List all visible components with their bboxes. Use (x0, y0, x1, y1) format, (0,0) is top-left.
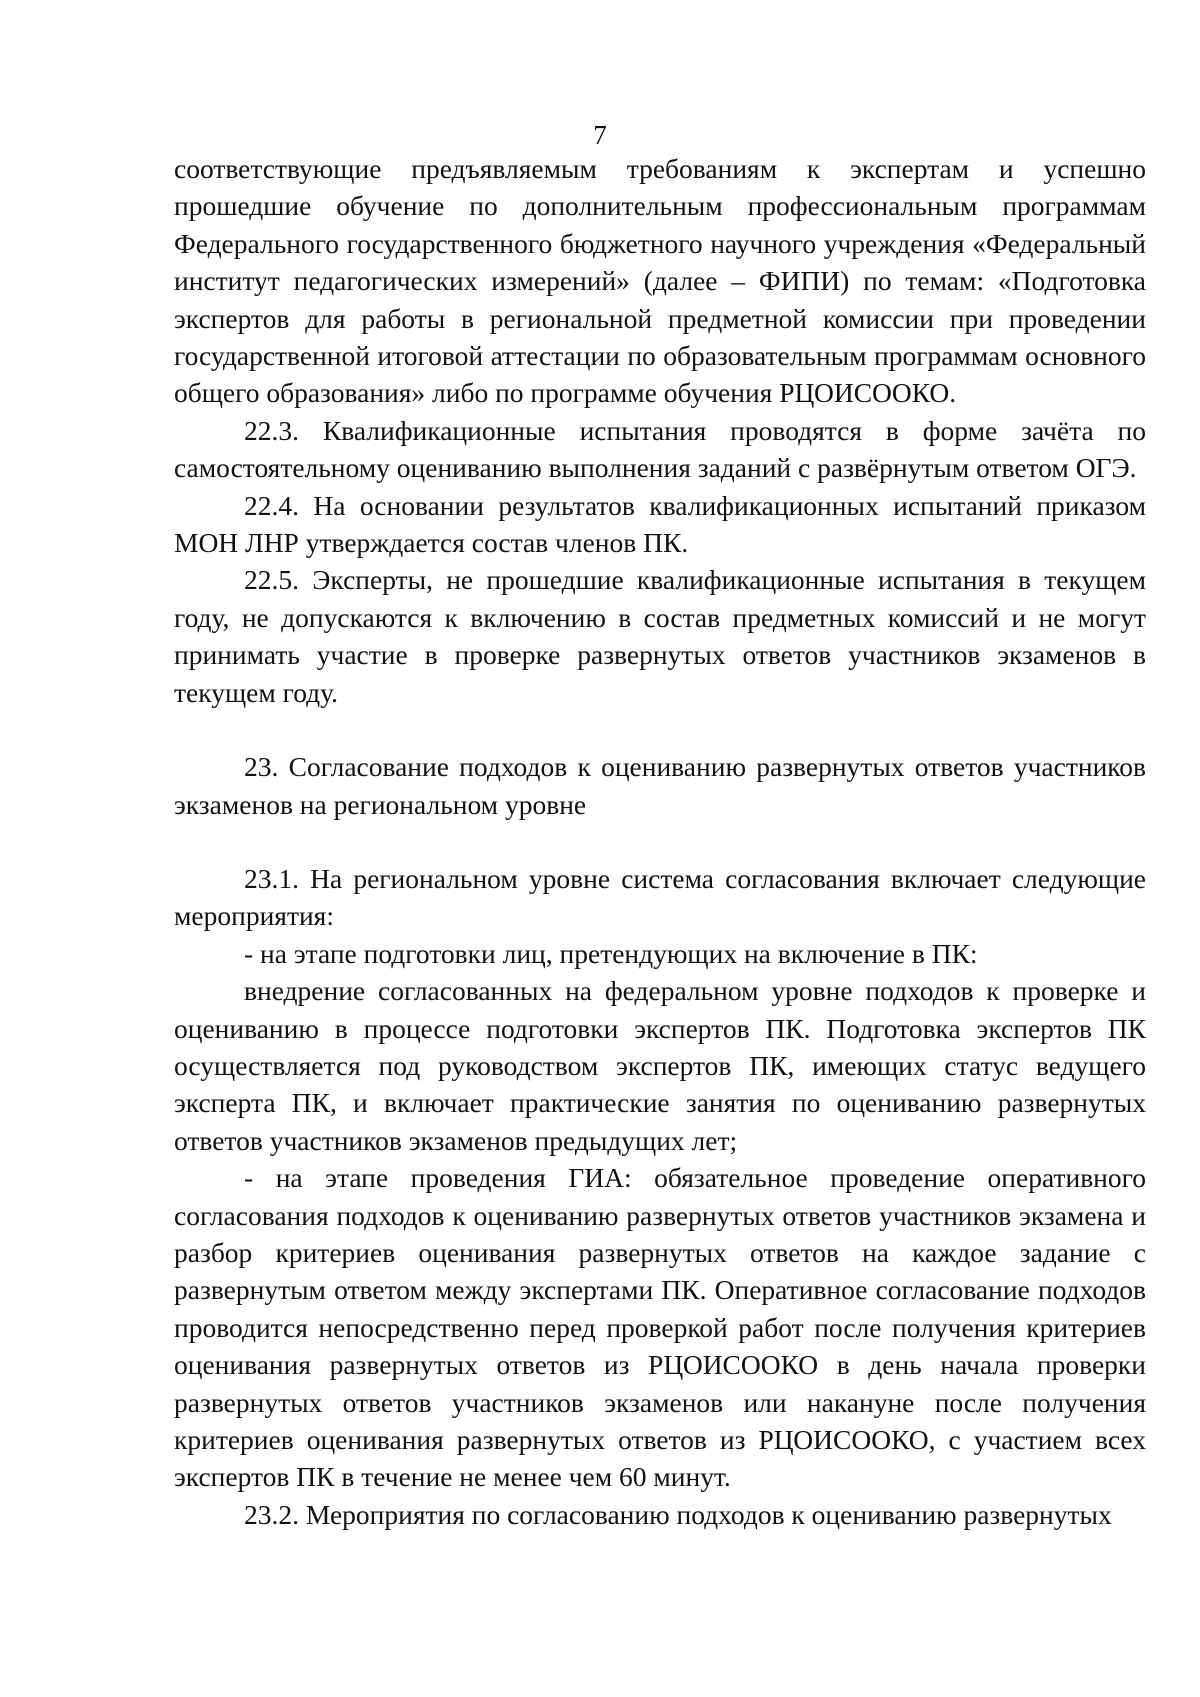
paragraph-gia-stage: - на этапе проведения ГИА: обязательное проведение оперативного согласования подходов к оцениванию развернутых ответов участников экзамена и разбор критериев оценивания развернутых ответов на каждое задание с развернутым ответом между экспертами ПК. Оперативное согласование подходов проводится непосредственно перед проверкой работ после получения критериев оценивания развернутых ответов из РЦОИСООКО в день начала проверки развернутых ответов участников экзаменов или накануне после получения критериев оценивания развернутых ответов из РЦОИСООКО, с участием всех экспертов ПК в течение не менее чем 60 минут. (174, 1162, 1146, 1493)
document-body (174, 150, 1146, 1533)
paragraph-23-2: 23.2. Мероприятия по согласованию подходов к оцениванию развернутых (244, 1498, 1112, 1530)
paragraph-implementation: внедрение согласованных на федеральном уровне подходов к проверке и оцениванию в процессе подготовки экспертов ПК. Подготовка экспертов ПК осуществляется под руководством экспертов ПК, имеющих статус ведущего эксперта ПК, и включает практические занятия по оцениванию развернутых ответов участников экзаменов предыдущих лет; (174, 975, 1146, 1156)
section-heading-23: 23. Согласование подходов к оцениванию развернутых ответов участников экзаменов на региональном уровне (174, 751, 1146, 820)
paragraph-23-1: 23.1. На региональном уровне система согласования включает следующие мероприятия: (174, 862, 1146, 932)
paragraph-22-5: 22.5. Эксперты, не прошедшие квалификационные испытания в текущем году, не допускаются к включению в состав предметных комиссий и не могут принимать участие в проверке развернутых ответов участников экзаменов в текущем году. (174, 564, 1146, 708)
page-number: 7 (593, 120, 607, 150)
paragraph-preparation-stage: - на этапе подготовки лиц, претендующих на включение в ПК: (244, 937, 978, 969)
paragraph-22-3: 22.3. Квалификационные испытания проводятся в форме зачёта по самостоятельному оцениванию выполнения заданий с развёрнутым ответом ОГЭ. (174, 414, 1146, 484)
paragraph-22-4: 22.4. На основании результатов квалификационных испытаний приказом МОН ЛНР утверждается состав членов ПК. (174, 489, 1146, 559)
paragraph-continuation: соответствующие предъявляемым требованиям к экспертам и успешно прошедшие обучение по дополнительным профессиональным программам Федерального государственного бюджетного научного учреждения «Федеральный институт педагогических измерений» (далее – ФИПИ) по темам: «Подготовка экспертов для работы в региональной предметной комиссии при проведении государственной итоговой аттестации по образовательным программам основного общего образования» либо по программе обучения РЦОИСООКО. (174, 153, 1146, 409)
